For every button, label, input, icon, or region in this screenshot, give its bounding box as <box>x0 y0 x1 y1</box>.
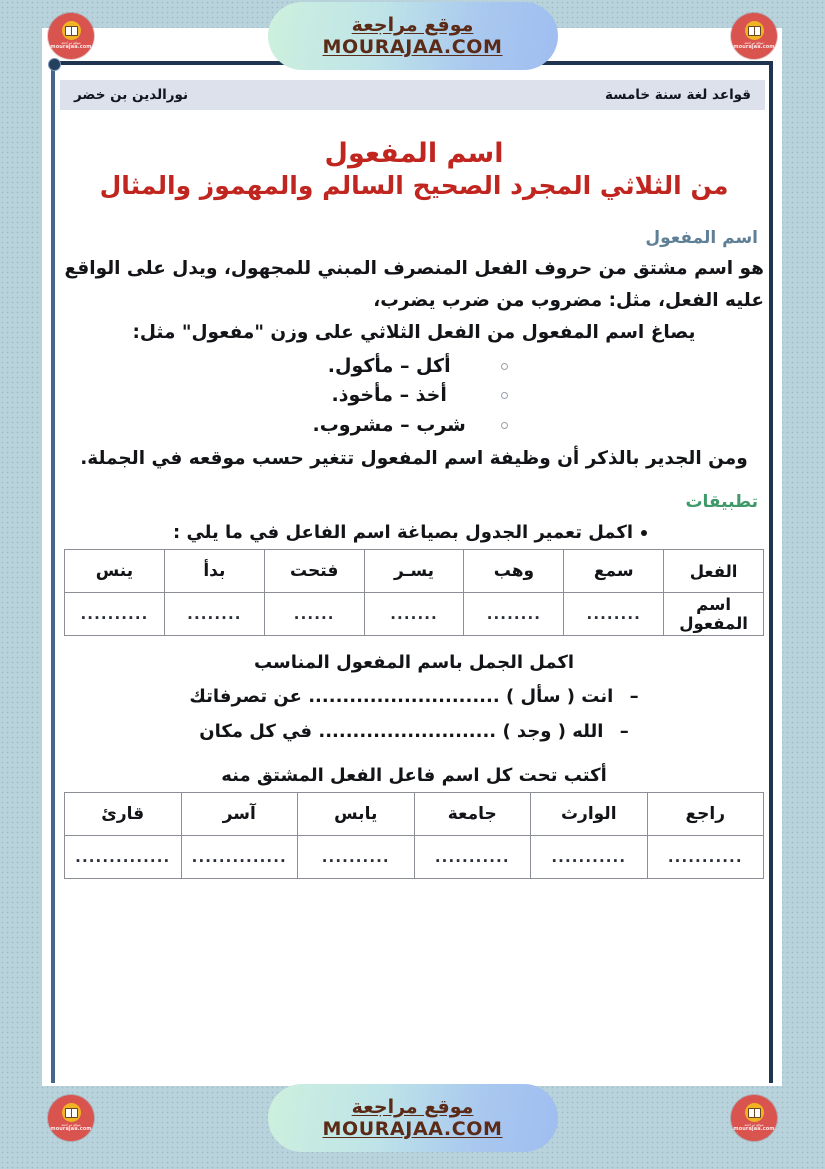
dot-bullet-icon <box>641 530 647 536</box>
exercise3-table <box>64 792 764 879</box>
table-cell-word: آسر <box>181 793 298 836</box>
badge-caption-en-left: mourajaa.com <box>50 44 92 51</box>
watermark-text-en-top: MOURAJAA.COM <box>322 35 503 58</box>
table-row <box>65 793 764 836</box>
exercise2-instruction: اكمل الجمل باسم المفعول المناسب <box>253 652 575 674</box>
section-heading-applications: تطبيقات <box>685 492 758 513</box>
badge-caption-ar-left: موقع مراجعة <box>61 41 81 46</box>
answer-blank-cell[interactable]: ........... <box>531 836 648 879</box>
sentence-blank[interactable]: .......................... <box>318 721 497 743</box>
list-item <box>64 352 764 381</box>
lesson-note: ومن الجدير بالذكر أن وظيفة اسم المفعول تتغير حسب موقعه في الجملة. <box>80 448 748 470</box>
exercise3-instruction: أكتب تحت كل اسم فاعل الفعل المشتق منه <box>221 765 607 787</box>
answer-blank-cell[interactable]: ........ <box>564 593 664 636</box>
table-cell-verb: سمع <box>564 550 664 593</box>
table-cell-word: جامعة <box>414 793 531 836</box>
badge-caption-ar-right-bottom: موقع مراجعة <box>744 1123 764 1128</box>
running-head-subject: قواعد لغة سنة خامسة <box>605 87 751 103</box>
table-row <box>65 836 764 879</box>
list-item <box>64 411 764 440</box>
table-cell-word: راجع <box>647 793 764 836</box>
table-row-header-verb: الفعل <box>664 550 764 593</box>
table-cell-word: قارئ <box>65 793 182 836</box>
circle-bullet-icon <box>501 422 508 429</box>
table-cell-verb: يسـر <box>364 550 464 593</box>
dash-marker: – <box>619 721 629 743</box>
sentence-prefix: انت ( سأل ) <box>505 686 614 708</box>
document-content <box>64 120 764 885</box>
running-head-bar <box>60 80 765 110</box>
definition-line-2: عليه الفعل، مثل: مضروب من ضرب يضرب، <box>373 289 764 311</box>
answer-blank-cell[interactable]: .............. <box>181 836 298 879</box>
section-heading-ism-almafoul: اسم المفعول <box>645 228 758 248</box>
answer-blank-cell[interactable]: ...... <box>264 593 364 636</box>
badge-caption-en-right-bottom: mourajaa.com <box>733 1126 775 1133</box>
sentence-suffix: في كل مكان <box>199 721 313 743</box>
examples-list <box>64 352 764 440</box>
answer-blank-cell[interactable]: .......... <box>298 836 415 879</box>
example-text: شرب – مشروب. <box>312 413 466 436</box>
example-text: أكل – مأكول. <box>327 354 451 377</box>
list-item <box>64 679 764 714</box>
answer-blank-cell[interactable]: .............. <box>65 836 182 879</box>
table-row <box>65 550 764 593</box>
answer-blank-cell[interactable]: ........ <box>464 593 564 636</box>
running-head-author: نورالدين بن خضر <box>74 87 189 103</box>
table-cell-verb: بدأ <box>164 550 264 593</box>
answer-blank-cell[interactable]: .......... <box>65 593 165 636</box>
table-row <box>65 593 764 636</box>
sentence-suffix: عن تصرفاتك <box>189 686 302 708</box>
table-cell-verb: ينس <box>65 550 165 593</box>
exercise1-table <box>64 549 764 636</box>
document-sheet <box>42 28 782 1086</box>
circle-bullet-icon <box>501 363 508 370</box>
answer-blank-cell[interactable]: ........... <box>414 836 531 879</box>
frame-corner-knob <box>48 58 61 71</box>
watermark-text-ar-bottom: موقع مراجعة <box>351 1095 474 1118</box>
sentence-blank[interactable]: ............................ <box>308 686 500 708</box>
table-cell-verb: وهب <box>464 550 564 593</box>
exercise2-sentences <box>64 679 764 749</box>
example-text: أخذ – مأخوذ. <box>331 384 447 407</box>
watermark-text-en-bottom: MOURAJAA.COM <box>322 1117 503 1140</box>
page-title: اسم المفعول <box>324 138 504 169</box>
page-subtitle: من الثلاثي المجرد الصحيح السالم والمهموز والمثال <box>99 171 729 200</box>
list-item <box>64 381 764 410</box>
badge-caption-ar-left-bottom: موقع مراجعة <box>61 1123 81 1128</box>
formation-rule: يصاغ اسم المفعول من الفعل الثلاثي على وزن "مفعول" مثل: <box>132 321 696 343</box>
table-row-header-answer: اسم المفعول <box>664 593 764 636</box>
answer-blank-cell[interactable]: ....... <box>364 593 464 636</box>
definition-line-1: هو اسم مشتق من حروف الفعل المنصرف المبني للمجهول، ويدل على الواقع <box>64 258 764 279</box>
badge-caption-en-right: mourajaa.com <box>733 44 775 51</box>
exercise1-instruction-row <box>64 522 764 543</box>
sentence-prefix: الله ( وجد ) <box>502 721 604 743</box>
circle-bullet-icon <box>501 392 508 399</box>
answer-blank-cell[interactable]: ........ <box>164 593 264 636</box>
dash-marker: – <box>629 686 639 708</box>
exercise1-instruction: اكمل تعمير الجدول بصياغة اسم الفاعل في ما يلي : <box>172 522 634 544</box>
badge-caption-en-left-bottom: mourajaa.com <box>50 1126 92 1133</box>
watermark-text-ar-top: موقع مراجعة <box>351 13 474 36</box>
answer-blank-cell[interactable]: ........... <box>647 836 764 879</box>
table-cell-word: الوارث <box>531 793 648 836</box>
table-cell-verb: فتحت <box>264 550 364 593</box>
badge-caption-ar-right: موقع مراجعة <box>744 41 764 46</box>
list-item <box>64 714 764 749</box>
table-cell-word: يابس <box>298 793 415 836</box>
